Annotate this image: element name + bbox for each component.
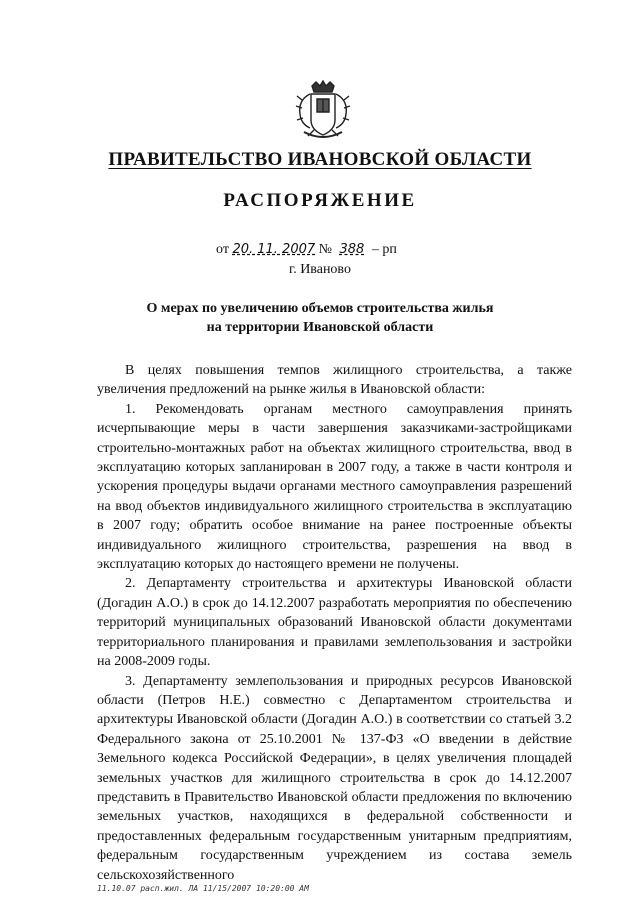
paragraph-1: 1. Рекомендовать органам местного самоуправления принять исчерпывающие меры в части завершения заказчиками-застройщиками строительно-монтажных работ на объектах жилищного строительства, ввод в эксплуатацию которых запланирован в 2007 году, а также в части контроля и ускорения процедуры выдачи органами местного самоуправления разрешений на ввод объектов индивидуального жилищного строительства в эксплуатацию в 2007 году; обратить особое внимание на ранее построенные объекты индивидуального жилищного строительства, разрешения на ввод в эксплуатацию которых до настоящего времени не получены. — [97, 401, 572, 573]
date-number-line — [216, 242, 397, 258]
number-label: № — [318, 242, 332, 257]
document-body — [97, 361, 572, 885]
document-number: 388 — [339, 242, 365, 257]
number-suffix: – рп — [371, 242, 397, 257]
document-subject — [0, 299, 640, 337]
footer-metadata: 11.10.07 расп.жил. ЛА 11/15/2007 10:20:00 AM — [97, 884, 309, 893]
paragraph-2: 2. Департаменту строительства и архитектуры Ивановской области (Догадин А.О.) в срок до 14.12.2007 разработать мероприятия по обеспечению территорий муниципальных образований Ивановской области документами территориального планирования и правилами землепользования и застройки на 2008-2009 годы. — [97, 576, 572, 670]
date-prefix: от — [216, 242, 229, 257]
coat-of-arms-icon — [294, 80, 352, 142]
intro-paragraph: В целях повышения темпов жилищного строительства, а также увеличения предложений на рынке жилья в Ивановской области: — [97, 363, 572, 398]
paragraph-3: 3. Департаменту землепользования и природных ресурсов Ивановской области (Петров Н.Е.) совместно с Департаментом строительства и архитектуры Ивановской области (Догадин А.О.) в соответствии со статьей 3.2 Федерального закона от 25.10.2001 № 137-ФЗ «О введении в действие Земельного кодекса Российской Федерации», в целях увеличения площадей земельных участков для жилищного строительства в срок до 14.12.2007 представить в Правительство Ивановской области предложения по включению земельных участков, находящихся в федеральной собственности и предоставленных федеральным государственным унитарным предприятиям, федеральным государственным учреждением из состава земель сельскохозяйственного — [97, 673, 572, 883]
document-type: РАСПОРЯЖЕНИЕ — [223, 190, 417, 211]
subject-line-1: О мерах по увеличению объемов строительства жилья — [146, 301, 494, 316]
subject-line-2: на территории Ивановской области — [206, 320, 434, 335]
document-date: 20. 11. 2007 — [232, 242, 316, 257]
government-title: ПРАВИТЕЛЬСТВО ИВАНОВСКОЙ ОБЛАСТИ — [108, 149, 532, 170]
city: г. Иваново — [289, 262, 351, 277]
